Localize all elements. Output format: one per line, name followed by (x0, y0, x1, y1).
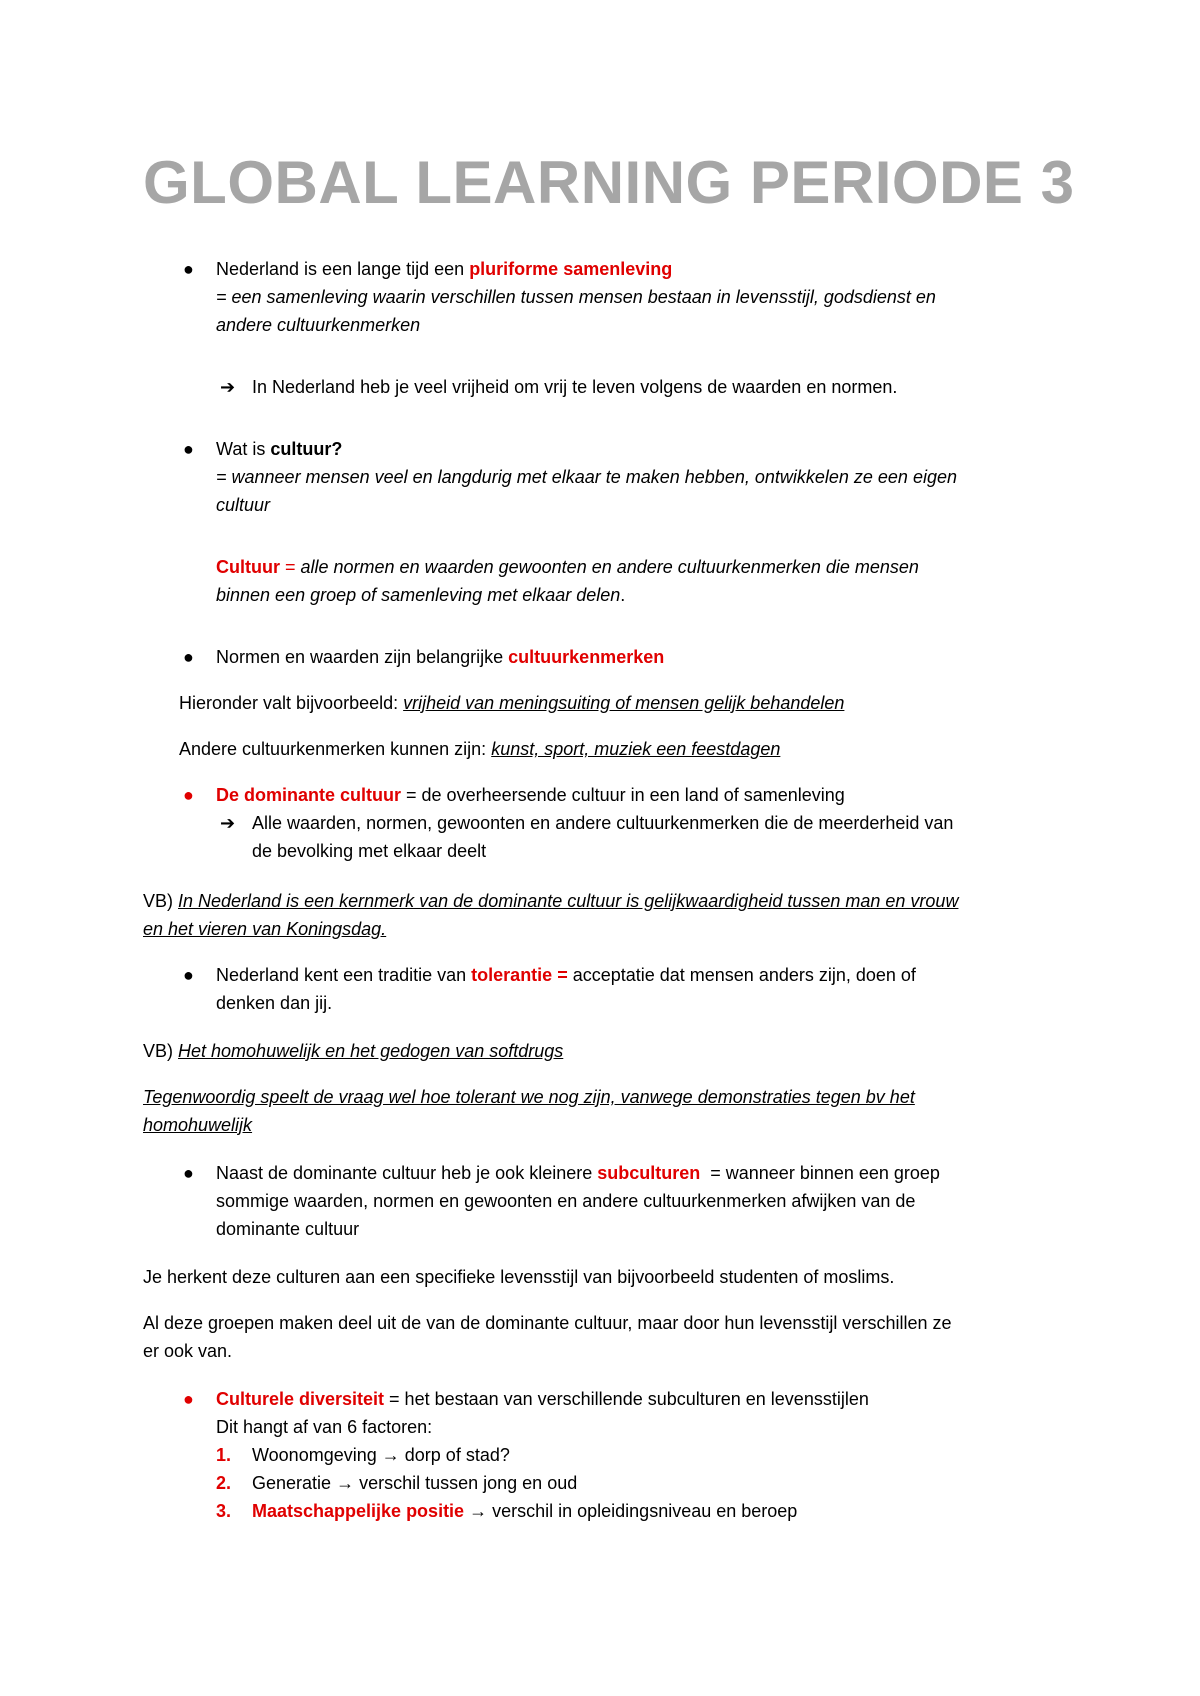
arrow-right-icon: → (381, 1445, 400, 1465)
factor-item (252, 1469, 577, 1497)
freedom-arrow-text: In Nederland heb je veel vrijheid om vrij te leven volgens de waarden en normen. (252, 377, 898, 397)
tolerance-line (216, 961, 916, 989)
factor-number: 3. (216, 1501, 232, 1521)
vb1-text-2: en het vieren van Koningsdag. (143, 919, 387, 939)
factor-desc: dorp of stad? (404, 1445, 510, 1465)
example-2-value: kunst, sport, muziek een feestdagen (491, 739, 781, 759)
pluriform-def-2: andere cultuurkenmerken (216, 315, 421, 335)
tolerance-term: tolerantie = (471, 965, 568, 985)
subculture-line (216, 1159, 940, 1187)
culture-definition-text-2: binnen een groep of samenleving met elkaar delen (216, 585, 621, 605)
culture-def-2: cultuur (216, 495, 271, 515)
bullet-icon: ● (183, 965, 194, 985)
note-line-1: Tegenwoordig speelt de vraag wel hoe tolerant we nog zijn, vanwege demonstraties tegen bv het (143, 1087, 915, 1107)
tolerance-def: acceptatie dat mensen anders zijn, doen of (567, 965, 916, 985)
document-title: GLOBAL LEARNING PERIODE 3 (143, 149, 1075, 216)
diversity-term: Culturele diversiteit (216, 1389, 385, 1409)
culture-definition-line-1 (216, 553, 919, 581)
example-line-2 (179, 735, 780, 763)
bullet-icon: ● (183, 647, 194, 667)
tolerance-line-2: denken dan jij. (216, 993, 333, 1013)
paragraph-groups-2: er ook van. (143, 1341, 233, 1361)
culture-question-pre: Wat is (216, 439, 271, 459)
culture-def-1: = wanneer mensen veel en langdurig met elkaar te maken hebben, ontwikkelen ze een eigen (216, 467, 957, 487)
paragraph-recognize: Je herkent deze culturen aan een specifieke levensstijl van bijvoorbeeld studenten of moslims. (143, 1267, 895, 1287)
culture-eq: = (279, 557, 301, 577)
factor-desc: verschil tussen jong en oud (359, 1473, 578, 1493)
tolerance-pre: Nederland kent een traditie van (216, 965, 472, 985)
example-1-pre: Hieronder valt bijvoorbeeld: (179, 693, 404, 713)
diversity-def: = het bestaan van verschillende subculturen en levensstijlen (384, 1389, 869, 1409)
subculture-line-2: sommige waarden, normen en gewoonten en andere cultuurkenmerken afwijken van de (216, 1191, 916, 1211)
factor-label: Woonomgeving (252, 1445, 377, 1465)
bullet-icon: ● (183, 259, 194, 279)
arrow-right-icon: → (336, 1473, 355, 1493)
vb1-prefix: VB) (143, 891, 179, 911)
subculture-line-3: dominante cultuur (216, 1219, 360, 1239)
dominant-arrow-1: Alle waarden, normen, gewoonten en andere cultuurkenmerken die de meerderheid van (252, 813, 954, 833)
dominant-culture-def: = de overheersende cultuur in een land of samenleving (401, 785, 845, 805)
vb1-text-1: In Nederland is een kernmerk van de dominante cultuur is gelijkwaardigheid tussen man en vrouw (178, 891, 959, 911)
arrow-right-icon: → (469, 1501, 488, 1521)
example-line-1 (179, 689, 844, 717)
vb1-line-1 (143, 887, 958, 915)
bullet-icon: ● (183, 785, 194, 805)
subculture-def: = wanneer binnen een groep (700, 1163, 940, 1183)
note-line-2: homohuwelijk (143, 1115, 253, 1135)
arrow-right-icon: ➔ (220, 813, 236, 833)
culture-question-term: cultuur? (270, 439, 343, 459)
pluriform-def-1: = een samenleving waarin verschillen tussen mensen bestaan in levensstijl, godsdienst en (216, 287, 936, 307)
factor-item (252, 1497, 797, 1525)
pluriform-intro: Nederland is een lange tijd een (216, 259, 470, 279)
dominant-arrow-2: de bevolking met elkaar deelt (252, 841, 487, 861)
factor-label: Generatie (252, 1473, 332, 1493)
example-2-pre: Andere cultuurkenmerken kunnen zijn: (179, 739, 492, 759)
diversity-line (216, 1385, 869, 1413)
factor-item (252, 1441, 510, 1469)
vb2-line (143, 1037, 563, 1065)
pluriform-term: pluriforme samenleving (469, 259, 673, 279)
factor-number: 2. (216, 1473, 232, 1493)
factor-label: Maatschappelijke positie (252, 1501, 465, 1521)
norms-pre: Normen en waarden zijn belangrijke (216, 647, 509, 667)
norms-line (216, 643, 664, 671)
example-1-value: vrijheid van meningsuiting of mensen gelijk behandelen (403, 693, 845, 713)
factor-desc: verschil in opleidingsniveau en beroep (492, 1501, 798, 1521)
culture-definition-line-2 (216, 581, 625, 609)
factor-number: 1. (216, 1445, 232, 1465)
dominant-culture-line (216, 781, 845, 809)
dominant-culture-term: De dominante cultuur (216, 785, 402, 805)
culture-term: Cultuur (216, 557, 280, 577)
vb2-prefix: VB) (143, 1041, 179, 1061)
subculture-term: subculturen (597, 1163, 701, 1183)
bullet-icon: ● (183, 1163, 194, 1183)
norms-term: cultuurkenmerken (508, 647, 665, 667)
culture-definition-dot: . (620, 585, 626, 605)
paragraph-groups-1: Al deze groepen maken deel uit de van de dominante cultuur, maar door hun levensstijl verschillen ze (143, 1313, 952, 1333)
subculture-pre: Naast de dominante cultuur heb je ook kleinere (216, 1163, 598, 1183)
culture-definition-text: alle normen en waarden gewoonten en andere cultuurkenmerken die mensen (300, 557, 919, 577)
diversity-line-2: Dit hangt af van 6 factoren: (216, 1417, 433, 1437)
bullet-icon: ● (183, 439, 194, 459)
arrow-right-icon: ➔ (220, 377, 236, 397)
bullet-icon: ● (183, 1389, 194, 1409)
pluriform-line (216, 255, 672, 283)
culture-question-line (216, 435, 342, 463)
vb2-text: Het homohuwelijk en het gedogen van softdrugs (178, 1041, 564, 1061)
